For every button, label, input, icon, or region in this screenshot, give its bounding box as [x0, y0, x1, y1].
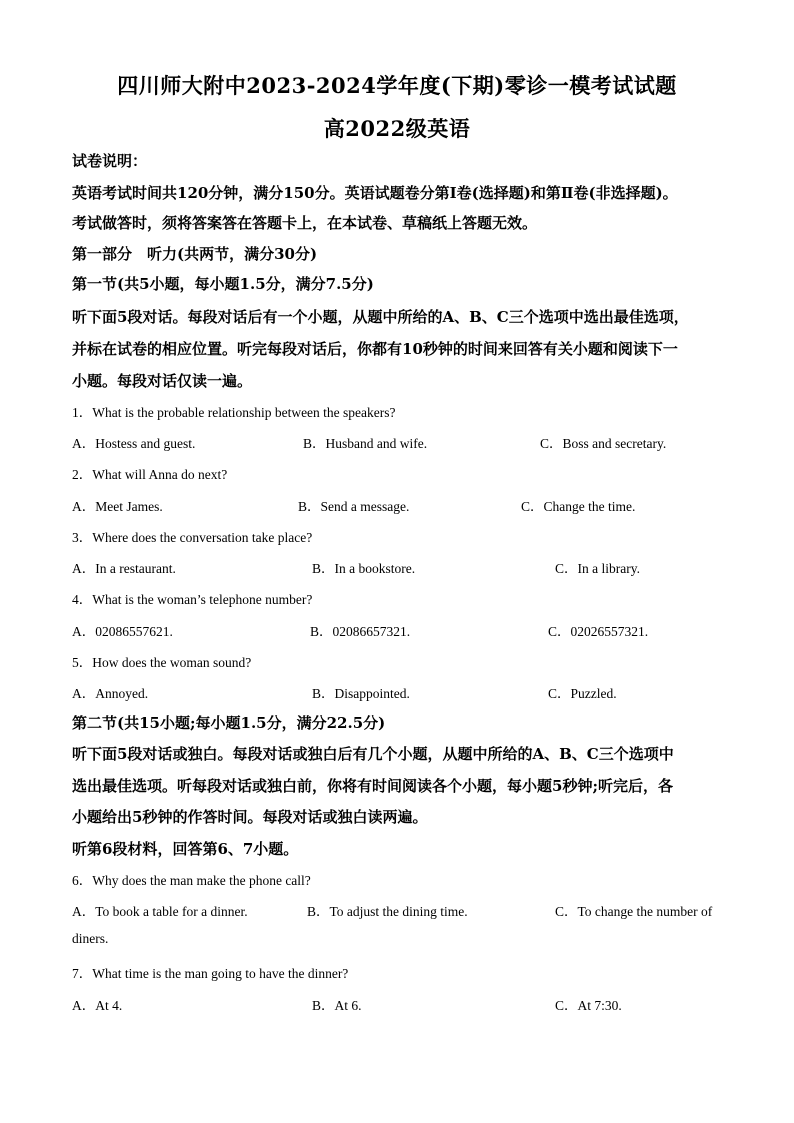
option-c: C．In a library.: [555, 561, 640, 576]
option-c: C．Change the time.: [521, 499, 636, 514]
option-c: C．Puzzled.: [548, 686, 617, 701]
section2-directions-line: 小题给出5秒钟的作答时间。每段对话或独白读两遍。: [72, 808, 428, 826]
section2-heading: 第二节(共15小题;每小题1.5分，满分22.5分): [72, 714, 386, 732]
option-b: B．02086657321.: [310, 624, 411, 639]
question-stem: 7．What time is the man going to have the dinner?: [72, 966, 349, 981]
option-b: B．At 6.: [312, 998, 362, 1013]
option-c: C．To change the number of: [555, 904, 713, 919]
option-a: A．Meet James.: [72, 499, 163, 514]
exam-subtitle: 高2022级英语: [323, 116, 471, 141]
option-c: C．Boss and secretary.: [540, 436, 667, 451]
option-b: B．To adjust the dining time.: [307, 904, 468, 919]
option-b: B．Disappointed.: [312, 686, 410, 701]
question-stem: 3．Where does the conversation take place?: [72, 530, 313, 545]
section1-directions-line: 听下面5段对话。每段对话后有一个小题，从题中所给的A、B、C三个选项中选出最佳选项，: [72, 308, 689, 326]
section1-directions-line: 并标在试卷的相应位置。听完每段对话后，你都有10秒钟的时间来回答有关小题和阅读下一: [72, 340, 678, 358]
section1-heading: 第一节(共5小题，每小题1.5分，满分7.5分): [72, 275, 374, 293]
option-b: B．Husband and wife.: [303, 436, 428, 451]
question-stem: 6．Why does the man make the phone call?: [72, 873, 311, 888]
question-stem: 4．What is the woman’s telephone number?: [72, 592, 313, 607]
option-a: A．To book a table for a dinner.: [72, 904, 248, 919]
option-a: A．In a restaurant.: [72, 561, 176, 576]
option-b: B．In a bookstore.: [312, 561, 416, 576]
option-c-continued: diners.: [72, 931, 109, 946]
option-c: C．At 7:30.: [555, 998, 622, 1013]
instructions-line-1: 英语考试时间共120分钟，满分150分。英语试题卷分第Ⅰ卷(选择题)和第Ⅱ卷(非选择题)。: [72, 184, 678, 202]
option-c: C．02026557321.: [548, 624, 649, 639]
option-a: A．Hostess and guest.: [72, 436, 196, 451]
exam-title: 四川师大附中2023-2024学年度(下期)零诊一模考试试题: [117, 73, 677, 98]
question-stem: 2．What will Anna do next?: [72, 467, 228, 482]
option-a: A．Annoyed.: [72, 686, 149, 701]
part1-heading: 第一部分 听力(共两节，满分30分): [72, 245, 318, 263]
instructions-heading: 试卷说明：: [72, 152, 148, 170]
section1-directions-line: 小题。每段对话仅读一遍。: [72, 372, 253, 390]
section2-directions-line: 选出最佳选项。听每段对话或独白前，你将有时间阅读各个小题，每小题5秒钟;听完后，各: [72, 777, 673, 795]
option-a: A．02086557621.: [72, 624, 173, 639]
option-b: B．Send a message.: [298, 499, 410, 514]
section2-directions-line: 听下面5段对话或独白。每段对话或独白后有几个小题，从题中所给的A、B、C三个选项中: [72, 745, 674, 763]
material-6-heading: 听第6段材料，回答第6、7小题。: [72, 840, 299, 858]
question-stem: 5．How does the woman sound?: [72, 655, 252, 670]
question-stem: 1．What is the probable relationship between the speakers?: [72, 405, 396, 420]
option-a: A．At 4.: [72, 998, 123, 1013]
instructions-line-2: 考试做答时，须将答案答在答题卡上，在本试卷、草稿纸上答题无效。: [72, 214, 538, 232]
